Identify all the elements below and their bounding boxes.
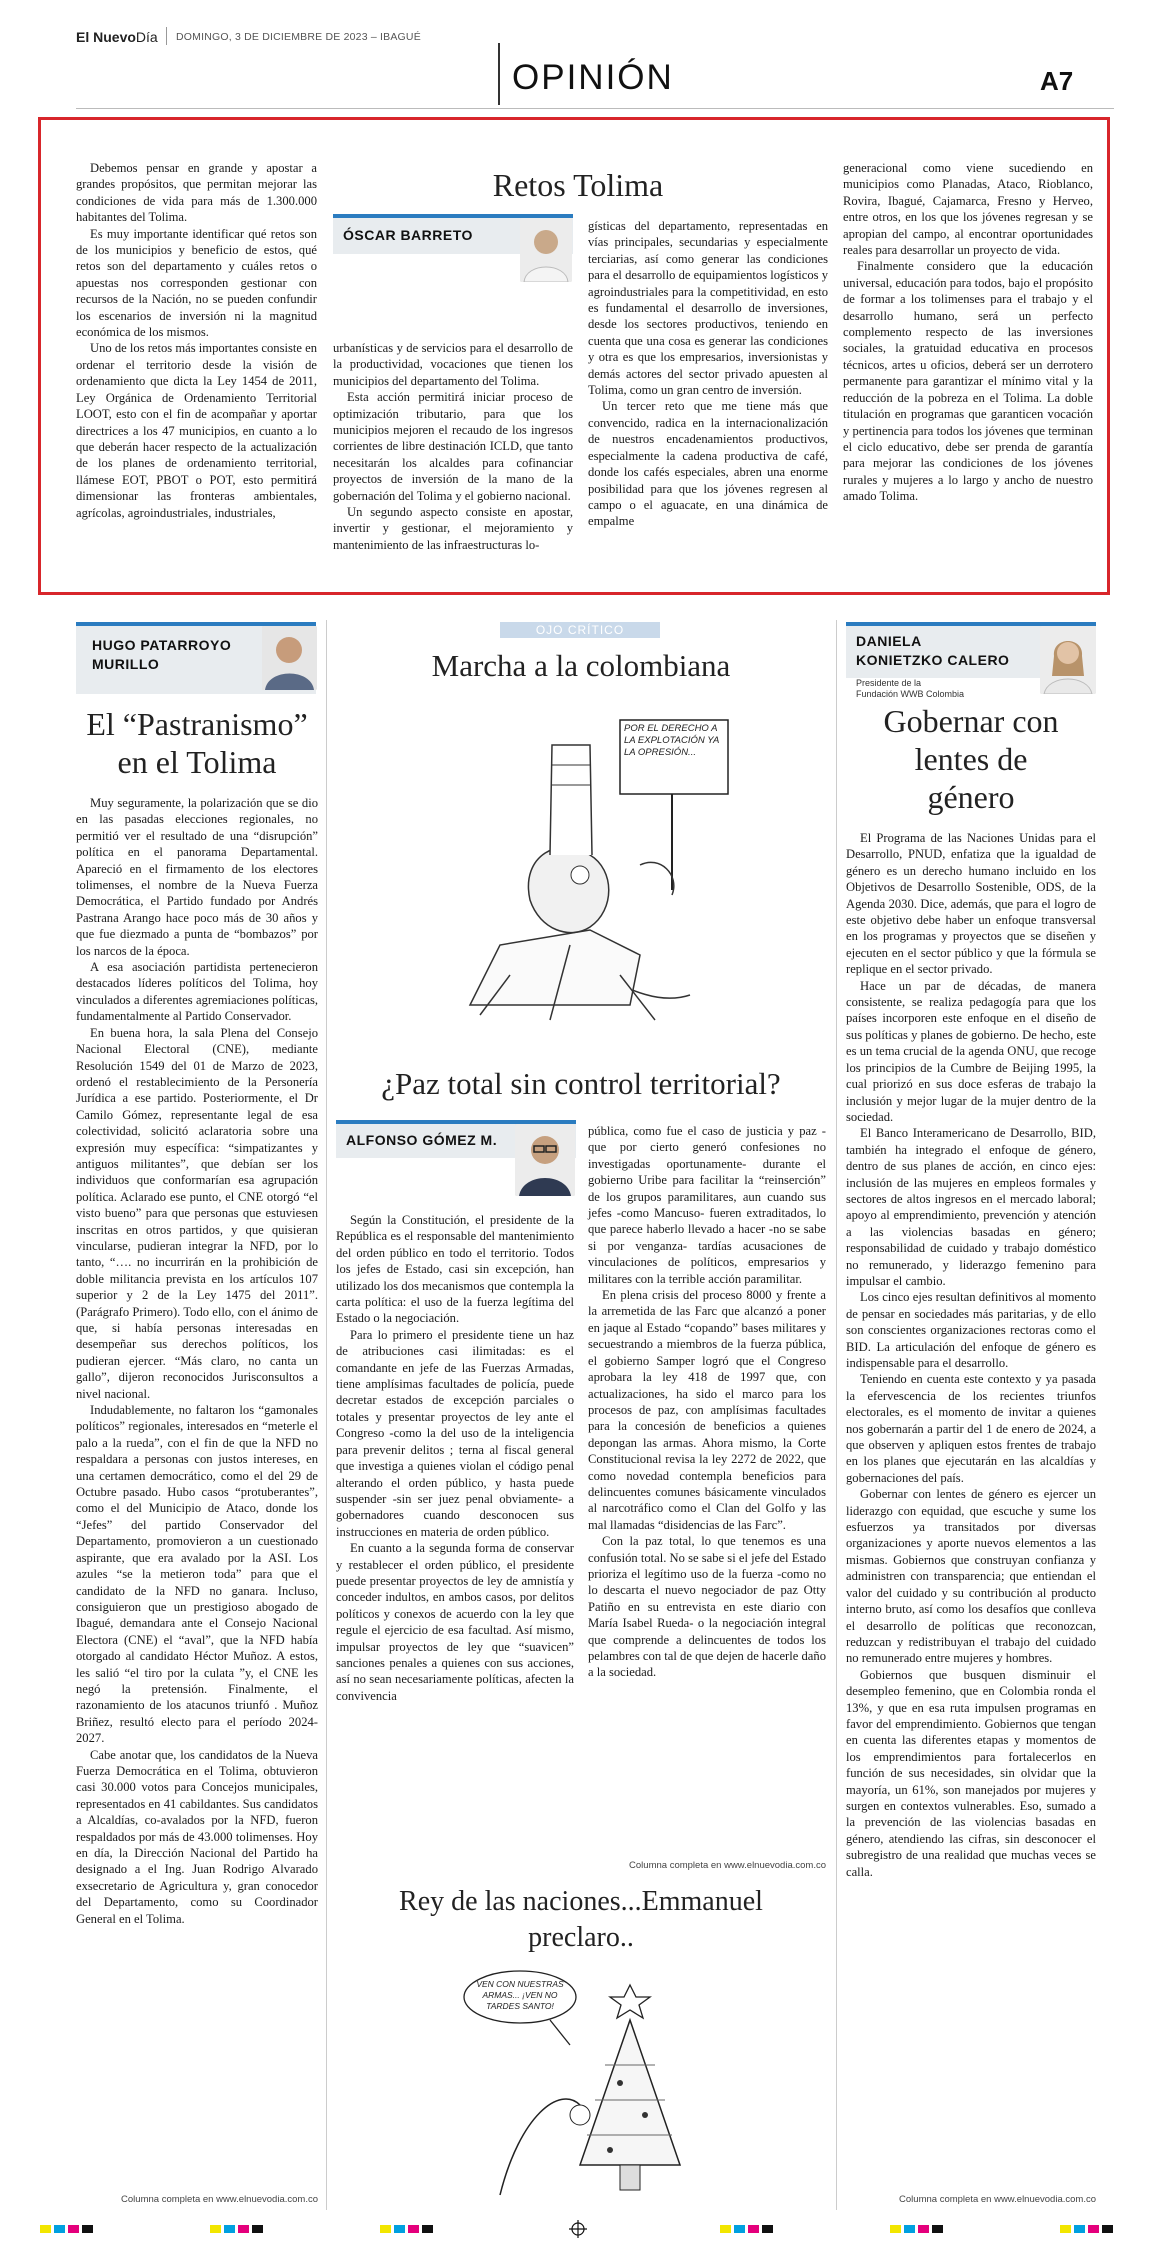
author-photo-icon: [520, 218, 572, 282]
author-line: KONIETZKO CALERO: [856, 652, 1010, 668]
registration-mark-icon: [568, 2219, 588, 2239]
author-photo-icon: [1040, 626, 1096, 694]
column-divider: [836, 620, 837, 2210]
color-swatch: [1074, 2225, 1085, 2233]
color-swatch: [40, 2225, 51, 2233]
color-swatch: [1102, 2225, 1113, 2233]
pastranismo-title: [76, 705, 318, 781]
author-photo-icon: [515, 1124, 575, 1196]
color-swatch: [932, 2225, 943, 2233]
dateline: DOMINGO, 3 DE DICIEMBRE DE 2023 – IBAGUÉ: [176, 31, 421, 43]
paragraph: Uno de los retos más importantes consiste en ordenar el territorio desde la visión de ordenamiento que dicta la Ley 1454 de 2011, Ley Orgánica de Ordenamiento Territorial LOOT, esto con el fin de acompañar y aportar directrices a los 47 municipios, en cuanto a lo que deberán hacer respecto de la actualización de los planes de ordenamiento territorial, llámese EOT, PBOT o POT, esto permitirá dimensionar las fronteras ambientales, agrícolas, agroindustriales, industriales,: [76, 341, 317, 520]
color-swatch: [210, 2225, 221, 2233]
color-swatch: [748, 2225, 759, 2233]
paragraph: Teniendo en cuenta este contexto y ya pasada la efervescencia de los recientes triunfos electorales, es el momento de invitar a quienes nos gobernarán a partir del 1 de enero de 2024, a que observen y apliquen estos frentes de trabajo en los planes que ejecutarán en las alcaldías y gobernaciones del país.: [846, 1372, 1096, 1485]
rey-title: [336, 1884, 826, 1956]
author-line: MURILLO: [92, 656, 160, 672]
retos-column-2: [333, 340, 573, 553]
ojo-critico-kicker: OJO CRÍTICO: [500, 622, 660, 638]
role-line: Fundación WWB Colombia: [856, 689, 965, 699]
cartoon-bubble-text: VEN CON NUESTRAS ARMAS... ¡VEN NO TARDES SANTO!: [476, 1979, 564, 2011]
author-photo: [520, 218, 572, 282]
paragraph: Debemos pensar en grande y apostar a grandes propósitos, que permitan mejorar las condiciones de vida para más de 1.300.000 habitantes del Tolima.: [76, 161, 317, 225]
paragraph: En cuanto a la segunda forma de conservar y restablecer el orden público, el presidente puede presentar proyectos de ley de amnistía y conceder indultos, en ambos casos, por delitos políticos y conexos de acuerdo con la ley que regule el ejercicio de esa facultad. Así mismo, impulsar proyectos de ley que “suavicen” sanciones penales a quienes con sus acciones, así no sean necesariamente políticas, afecten la convivencia: [336, 1541, 574, 1703]
paragraph: Para lo primero el presidente tiene un haz de atribuciones casi ilimitadas: es el comandante en jefe de las Fuerzas Armadas, tiene amplísimas facultades de policía, puede decretar estados de excepción parciales o totales y presentar proyectos de ley ante el Congreso -como la del uso de la inteligencia para prevenir delitos ; terna al fiscal general que investiga a quienes violan el código penal alterando el orden público, y hasta puede suspender -sin ser juez penal obviamente- a gobernadores cuando desconocen sus instrucciones en materia de orden público.: [336, 1327, 574, 1539]
color-swatch: [904, 2225, 915, 2233]
paragraph: En buena hora, la sala Plena del Consejo Nacional Electoral (CNE), mediante Resolución 1549 del 01 de Marzo de 2023, ordenó el restablecimiento de la Personería Jurídica a ese partido. Posteriormente, el Dr Camilo Gómez, representante legal de esa colectividad, solicitó aclaratoria sobre una expresión muy específica: “simpatizantes y antiguos militantes”, que debían ser los individuos que conformarían esa agrupación política. Aclarado ese punto, el CNE otorgó “el visto bueno” para que personas que estuviesen inscritas en otros partidos, y que quisieran vincularse, pudieran integrar la NFD, por lo tanto, “…. no incurrirán en la prohibición de doble militancia prevista en los artículos 107 superior y 2 de la Ley 1475 del 2011”. (Parágrafo Primero). Todo ello, con el ánimo de que, si había personas interesadas en desempeñar sus derechos políticos, los pudieran ejercer. “Más claro, no canta un gallo”, dijeron reconocidos Jurisconsultos a nivel nacional.: [76, 1025, 318, 1401]
genero-footnote[interactable]: Columna completa en www.elnuevodia.com.co: [899, 2194, 1096, 2205]
pastranismo-footnote[interactable]: Columna completa en www.elnuevodia.com.co: [121, 2194, 318, 2205]
retos-column-4: [843, 160, 1093, 505]
genero-body: [846, 830, 1096, 1880]
paragraph: Gobiernos que busquen disminuir el desempleo femenino, que en Colombia ronda el 13%, y que en esa ruta impulsen programas en favor del emprendimiento. Gobiernos que tengan en cuenta las diferentes etapas y momentos de los emprendimientos para fortalecerlos en función de sus necesidades, sin olvidar que la mayoría, un 61%, son manejados por mujeres y surgen en contextos vulnerables. Eso, sumado a la prevención de las violencias basadas en género, atendiendo las cifras, sin desconocer el subregistro de una realidad que muchas veces se calla.: [846, 1667, 1096, 1879]
cartoon-rey: [460, 1965, 710, 2205]
paragraph: Finalmente considero que la educación universal, educación para todos, bajo el propósito de formar a los tolimenses para el trabajo y el desarrollo humano, será un perfecto complemento respecto de las inversiones sociales, la gratuidad educativa en procesos técnicos, artes u oficios, deberá ser un derrotero permanente para garantizar el mínimo vital y la reducción de la pobreza en el Tolima. La doble titulación en programas que garanticen vocación y pertinencia para todos los jóvenes que terminan el ciclo educativo, debe ser prenda de garantía para mejorar las condiciones de los jóvenes rurales y mujeres a lo largo y ancho de nuestro amado Tolima.: [843, 259, 1093, 504]
color-swatch: [82, 2225, 93, 2233]
paragraph: A esa asociación partidista pertenecieron destacados líderes políticos del Tolima, hoy vinculados a diferentes agremiaciones políticas, fundamentalmente al Partido Conservador.: [76, 960, 318, 1024]
paragraph: Los cinco ejes resultan definitivos al momento de pensar en sociedades más paritarias, y de ello son conscientes organizaciones rectoras como el BID. La articulación del enfoque de género es indispensable para el desarrollo.: [846, 1290, 1096, 1370]
retos-column-3: [588, 218, 828, 530]
author-line: DANIELA: [856, 633, 922, 649]
genero-author: [856, 632, 1009, 670]
pastranismo-author: [92, 636, 231, 674]
title-line: lentes de: [914, 741, 1028, 777]
color-swatch: [68, 2225, 79, 2233]
color-swatch: [224, 2225, 235, 2233]
title-line: preclaro..: [528, 1922, 634, 1953]
paragraph: urbanísticas y de servicios para el desarrollo de la productividad, vocaciones que tienen los municipios del departamento del Tolima.: [333, 341, 573, 388]
author-photo-icon: [262, 626, 317, 690]
section-rule: [498, 43, 500, 105]
author-line: HUGO PATARROYO: [92, 637, 232, 653]
header-rule: [76, 108, 1114, 109]
paz-title: ¿Paz total sin control territorial?: [381, 1066, 781, 1101]
paragraph: Es muy importante identificar qué retos son de los municipios y beneficio de estos, qué retos son del departamento y cuáles retos o apuestas nos corresponden gestionar con recursos de la Nación, no se pueden confundir los escenarios de inversión ni la magnitud económica de los mismos.: [76, 226, 317, 340]
print-registration-bar: [0, 2215, 1154, 2241]
role-line: Presidente de la: [856, 678, 922, 688]
author-photo: [1040, 626, 1096, 694]
color-swatch: [394, 2225, 405, 2233]
color-swatch: [54, 2225, 65, 2233]
title-line: El “Pastranismo”: [86, 706, 308, 742]
color-swatch: [762, 2225, 773, 2233]
paz-column-2: [588, 1123, 826, 1681]
paragraph: Muy seguramente, la polarización que se dio en las pasadas elecciones regionales, no permitió ver el resultado de una “disrupción” política en el panorama Departamental. Apareció en el firmamento de los electores tolimenses, el nombre de la Nueva Fuerza Democrática, el Partido fundado por Andrés Pastrana Arango hace poco más de 30 años y que fue diezmado a punta de “bombazos” por los narcos de la época.: [76, 796, 318, 958]
paragraph: Esta acción permitirá iniciar proceso de optimización tributario, para que los municipios mejoren el recaudo de los ingresos corrientes de libre destinación ICLD, que tanto necesitarán los alcaldes para cofinanciar proyectos de inversión de la mano de la gobernación del Tolima y el gobierno nacional.: [333, 390, 573, 503]
title-line: Rey de las naciones...Emmanuel: [399, 1886, 763, 1917]
column-divider: [326, 620, 327, 2210]
genero-title: [846, 702, 1096, 816]
genero-author-role: [856, 678, 964, 700]
retos-author: ÓSCAR BARRETO: [343, 227, 473, 243]
newspaper-logo[interactable]: [76, 29, 158, 45]
header-separator: [166, 27, 167, 45]
color-swatch: [408, 2225, 419, 2233]
title-line: Gobernar con: [883, 703, 1059, 739]
pastranismo-body: [76, 795, 318, 1927]
paragraph: En plena crisis del proceso 8000 y frente a la arremetida de las Farc que alcanzó a poner en jaque al Estado “copando” bases militares y secuestrando a miembros de la fuerza pública, el gobierno Samper logró que el Congreso aprobara la ley 418 de 1997 que, con actualizaciones, ha sido el marco para los procesos de paz, con amplísimas facultades para la concesión de beneficios a quienes depongan las armas. Ahora mismo, la Corte Constitucional revisa la ley 2272 de 2022, que como novedad contempla beneficios para delincuentes comunes básicamente vinculados al narcotráfico como el Clan del Golfo y las mal llamadas “disidencias de las Farc”.: [588, 1288, 826, 1532]
retos-column-1: [76, 160, 317, 521]
logo-text-b: Día: [135, 29, 158, 45]
paragraph: Según la Constitución, el presidente de la República es el responsable del mantenimiento del orden público en todo el territorio. Todos los jefes de Estado, casi sin excepción, han utilizado los dos mecanismos que contempla la carta política: el uso de la fuerza legítima del Estado o la negociación.: [336, 1213, 574, 1326]
paragraph: Cabe anotar que, los candidatos de la Nueva Fuerza Democrática en el Tolima, obtuvieron casi 30.000 votos para Concejos municipales, representados en 41 cabildantes. Sus candidatos a Alcaldías, co-avalados por la NFD, fueron respaldados por más de 43.000 tolimenses. Hoy en día, la Dirección Nacional del Partido ha designado a el Ing. Juan Rodrigo Alvarado exsecretario de Agricultura y, gran conocedor del Departamento, como su Coordinador General en el Tolima.: [76, 1747, 318, 1926]
color-swatch: [720, 2225, 731, 2233]
cartoon-marcha: [440, 705, 740, 1030]
logo-text-a: El Nuevo: [76, 29, 136, 45]
paragraph: generacional como viene sucediendo en municipios como Planadas, Ataco, Rioblanco, Rovira, Ibagué, Cajamarca, Fresno y Herveo, entre otros, en los que los jóvenes regresan y se apropian del campo, al encontrar oportunidades reales para desarrollar un proyecto de vida.: [843, 161, 1093, 258]
cartoon-sign-text: POR EL DERECHO A LA EXPLOTACIÓN YA LA OPRESIÓN...: [624, 723, 720, 758]
paragraph: pública, como fue el caso de justicia y paz -que por cierto generó confesiones no investigadas oportunamente- durante el gobierno Uribe para facilitar la “reinserción” de los grupos paramilitares, aun cuando sus jefes -como Mancuso- fueren extraditados, lo que parece haberlo llevado a hacer -no se sabe si por venganza- tardías acusaciones de vinculaciones de políticos, empresarios y militares con la terrible acción paramilitar.: [588, 1124, 826, 1286]
author-photo: [515, 1124, 575, 1196]
ojo-title: Marcha a la colombiana: [431, 648, 731, 683]
paz-column-1: [336, 1212, 574, 1704]
color-swatch: [890, 2225, 901, 2233]
retos-title: Retos Tolima: [492, 167, 664, 203]
author-photo: [262, 626, 317, 690]
color-swatch: [238, 2225, 249, 2233]
paz-footnote[interactable]: Columna completa en www.elnuevodia.com.co: [629, 1860, 826, 1871]
section-title: OPINIÓN: [512, 58, 674, 97]
paragraph: Indudablemente, no faltaron los “gamonales políticos” regionales, interesados en “meterle el palo a la rueda”, con el fin de que la NFD no respaldara a personas con justos intereses, en una certamen democrático, como el del 29 de Octubre pasado. Hubo casos “protuberantes”, como el del Municipio de Ataco, donde los “Jefes” del partido Conservador del Departamento, promovieron a un cuestionado aspirante, que era avalado por la ASI. Los azules “se la metieron toda” para que el candidato de la NFD no ganara. Incluso, consiguieron que un prestigioso abogado de Ibagué, demandara ante el Consejo Nacional Electora (CNE) el “aval”, que la NFD había otorgado al candidato Héctor Muñoz. A estos, les salió “el tiro por la culata ”y, el CNE les negó la pretensión. Finalmente, el razonamiento de los atacunos triunfó . Muñoz Briñez, resultó electo para el período 2024-2027.: [76, 1403, 318, 1746]
title-line: en el Tolima: [117, 744, 277, 780]
paragraph: gísticas del departamento, representadas en vías principales, secundarias y especialmente terciarias, así como generar las condiciones para el desarrollo de equipamientos logísticos y agroindustriales para la competitividad, en esto es fundamental el desarrollo de inversiones, desde los sectores productivos, teniendo en cuenta que una cosa es generar las condiciones y otra es que los empresarios, inversionistas y demás actores del sector privado apuesten al Tolima, como un gran centro de inversión.: [588, 219, 828, 398]
title-line: género: [927, 779, 1015, 815]
paragraph: El Banco Interamericano de Desarrollo, BID, también ha integrado el enfoque de género, dentro de sus planes de acción, en cinco ejes: inclusión de las mujeres en empleos formales y sectores de altos ingresos en el mercado laboral; apoyo al emprendimiento, prevención y atención a las violencias basadas en género; responsabilidad de cuidado y trabajo doméstico no remunerado, y liderazgo femenino para impulsar el cambio.: [846, 1126, 1096, 1288]
paragraph: Un segundo aspecto consiste en apostar, invertir y gestionar, el mejoramiento y mantenimiento de las infraestructuras lo-: [333, 505, 573, 552]
paz-author: ALFONSO GÓMEZ M.: [346, 1132, 498, 1148]
color-swatch: [734, 2225, 745, 2233]
paragraph: Con la paz total, lo que tenemos es una confusión total. No se sabe si el jefe del Estado prioriza el legítimo uso de la fuerza -como no lo descarta el nuevo negociador de paz Otty Patiño en su entrevista en este diario con María Isabel Rueda- o la negociación integral que comprende a delincuentes de todos los pelambres con tal de que dejen de hacerle daño a la sociedad.: [588, 1534, 826, 1680]
color-swatch: [1088, 2225, 1099, 2233]
page-number: A7: [1040, 66, 1074, 96]
color-swatch: [422, 2225, 433, 2233]
paragraph: Hace un par de décadas, de manera consistente, se realiza pedagogía para que los países incorporen este enfoque en el diseño de sus políticas y planes de gobierno. De hecho, este es un tema crucial de la agenda ONU, que recoge los principios de la Cumbre de Beijing 1995, la cual priorizó en sus doce esferas de trabajo la inclusión y mejor lugar de la mujer dentro de la sociedad.: [846, 978, 1096, 1124]
paragraph: Gobernar con lentes de género es ejercer un liderazgo con equidad, que escuche y sume los esfuerzos ya transitados por diversas organizaciones y aporte nuevos elementos a las mismas. Gobiernos que construyan confianza y administren con transparencia; que entiendan el valor del cuidado y su contribución al producto interno bruto, así como los desafíos que conlleva el desarrollo de políticas que reconozcan, reduzcan y redistribuyan el trabajo del cuidado no remunerado entre mujeres y hombres.: [846, 1487, 1096, 1666]
color-swatch: [380, 2225, 391, 2233]
paragraph: El Programa de las Naciones Unidas para el Desarrollo, PNUD, enfatiza que la igualdad de género es un derecho humano incluido en los Objetivos de Desarrollo Sostenible, ODS, de la Agenda 2030. Dice, además, que para el logro de este objetivo debe haber un enfoque transversal en los programas y proyectos que se diseñen y ejecuten en el sector público y que la fórmula se replique en el sector privado.: [846, 831, 1096, 977]
color-swatch: [1060, 2225, 1071, 2233]
color-swatch: [252, 2225, 263, 2233]
color-swatch: [918, 2225, 929, 2233]
paragraph: Un tercer reto que me tiene más que convencido, radica en la internacionalización de nuestros encadenamientos productivos, especialmente la cadena productiva de café, donde los cafés especiales, abren una enorme posibilidad para que los jóvenes regresen al campo o el aguacate, en una dinámica de empalme: [588, 399, 828, 529]
